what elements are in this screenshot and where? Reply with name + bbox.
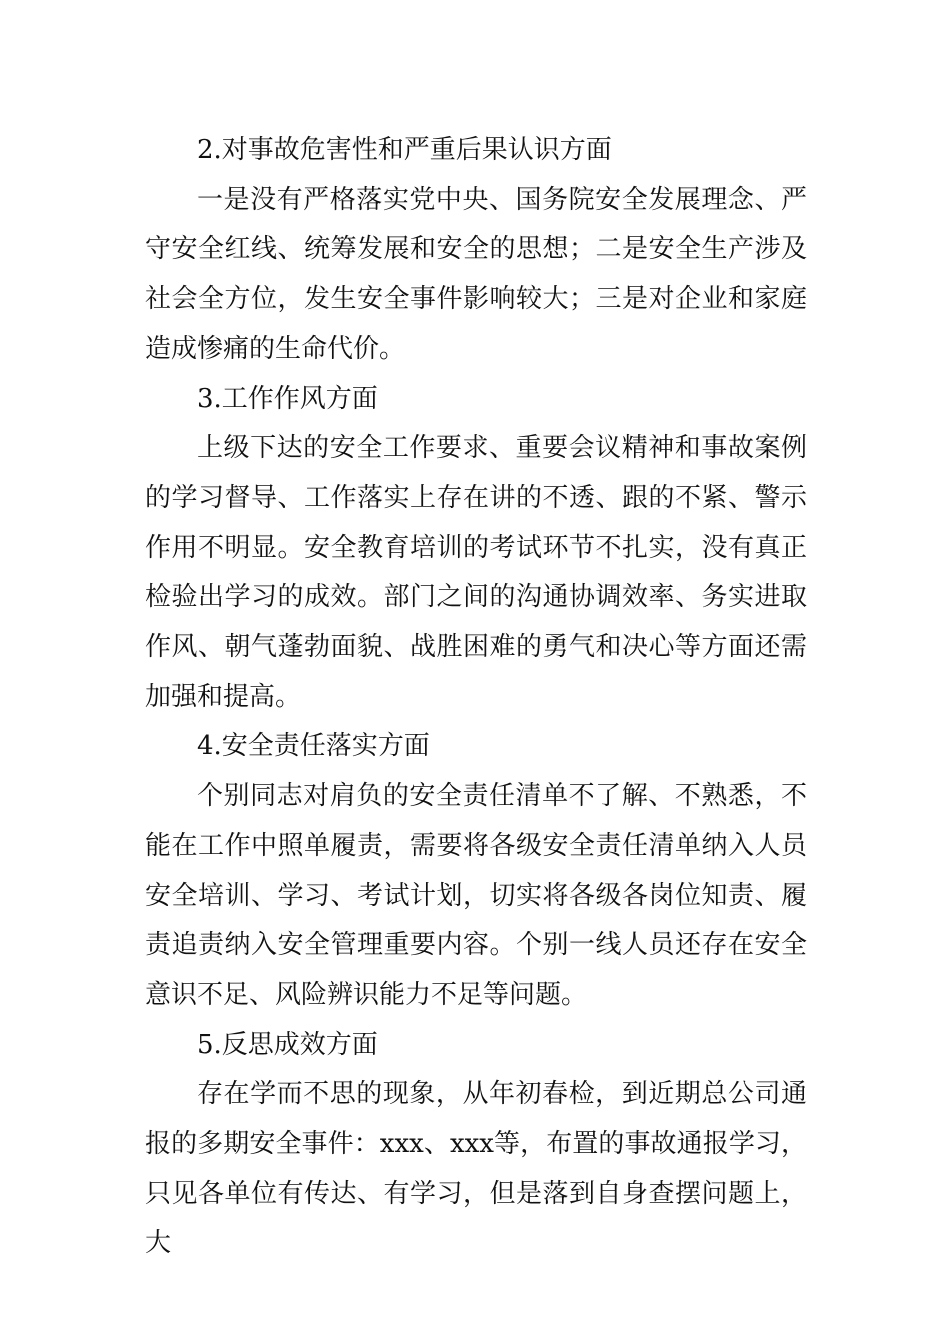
document-body bbox=[145, 126, 807, 1269]
body-paragraph-2: 一是没有严格落实党中央、国务院安全发展理念、严守安全红线、统筹发展和安全的思想；二是安全生产涉及社会全方位，发生安全事件影响较大；三是对企业和家庭造成惨痛的生命代价。 bbox=[145, 184, 807, 364]
section-heading-3: 3.工作作风方面 bbox=[197, 383, 378, 414]
body-paragraph-4: 个别同志对肩负的安全责任清单不了解、不熟悉，不能在工作中照单履责，需要将各级安全责任清单纳入人员安全培训、学习、考试计划，切实将各级各岗位知责、履责追责纳入安全管理重要内容。个别一线人员还存在安全意识不足、风险辨识能力不足等问题。 bbox=[145, 781, 807, 1010]
body-paragraph-5: 存在学而不思的现象，从年初春检，到近期总公司通报的多期安全事件：xxx、xxx等，布置的事故通报学习，只见各单位有传达、有学习，但是落到自身查摆问题上，大 bbox=[145, 1079, 807, 1259]
body-paragraph-3: 上级下达的安全工作要求、重要会议精神和事故案例的学习督导、工作落实上存在讲的不透、跟的不紧、警示作用不明显。安全教育培训的考试环节不扎实，没有真正检验出学习的成效。部门之间的沟通协调效率、务实进取作风、朝气蓬勃面貌、战胜困难的勇气和决心等方面还需加强和提高。 bbox=[145, 433, 807, 712]
section-heading-5: 5.反思成效方面 bbox=[197, 1029, 378, 1060]
section-heading-4: 4.安全责任落实方面 bbox=[197, 731, 430, 762]
section-heading-2: 2.对事故危害性和严重后果认识方面 bbox=[197, 135, 612, 165]
